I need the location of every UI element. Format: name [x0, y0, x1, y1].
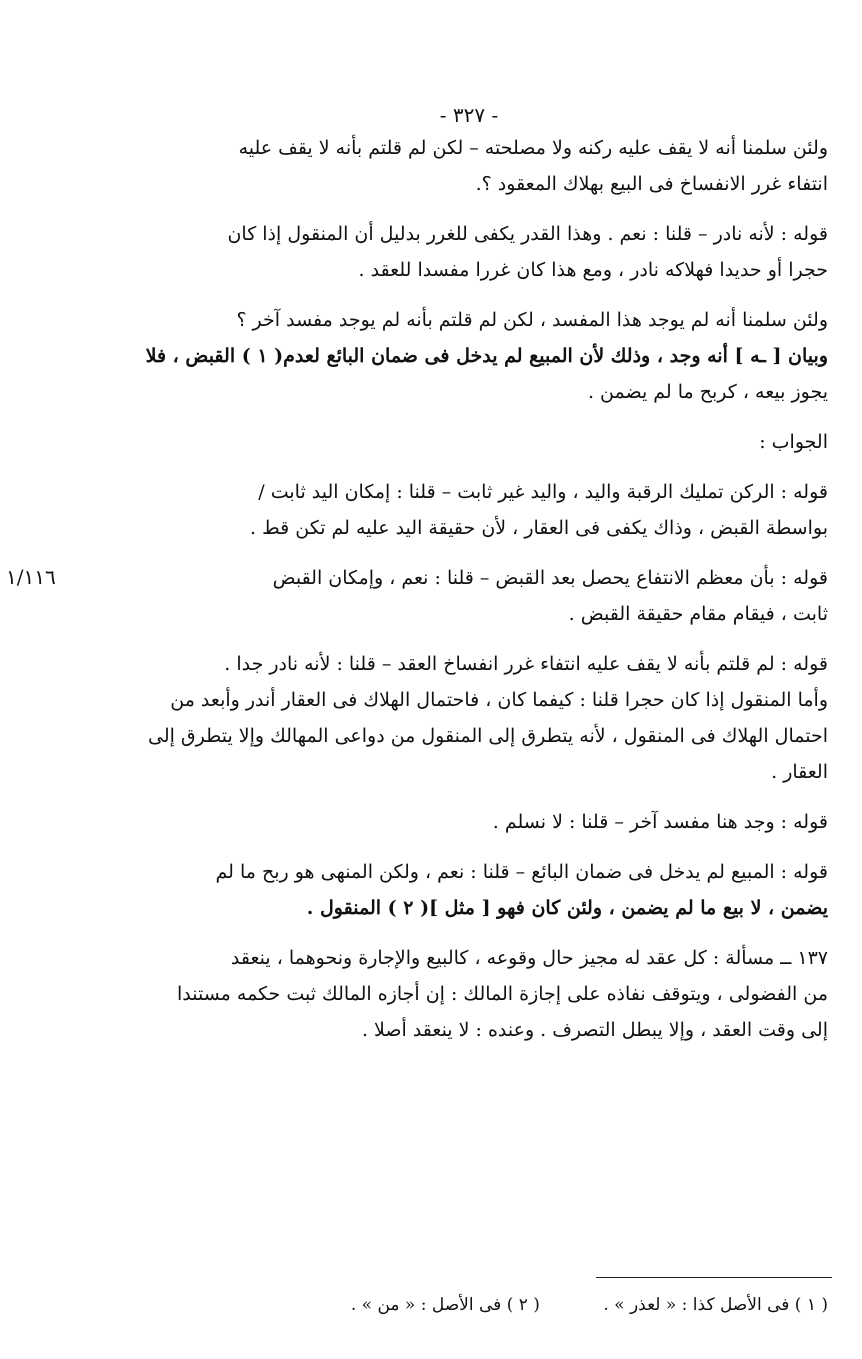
page-body — [110, 100, 828, 1062]
text-line-bold: يضمن ، لا بيع ما لم يضمن ، ولئن كان فهو [ مثل ]( ٢ ) المنقول . — [306, 897, 828, 919]
text-line: قوله : لأنه نادر – قلنا : نعم . وهذا القدر يكفى للغرر بدليل أن المنقول إذا كان — [227, 223, 828, 245]
text-line: قوله : المبيع لم يدخل فى ضمان البائع – قلنا : نعم ، ولكن المنهى هو ربح ما لم — [215, 861, 828, 883]
text-line: ولئن سلمنا أنه لا يقف عليه ركنه ولا مصلحته – لكن لم قلتم بأنه لا يقف عليه — [238, 137, 828, 159]
text-line: يجوز بيعه ، كربح ما لم يضمن . — [587, 381, 828, 403]
text-line: قوله : بأن معظم الانتفاع يحصل بعد القبض – قلنا : نعم ، وإمكان القبض — [272, 567, 828, 589]
paragraph-6 — [110, 560, 828, 632]
text-line: احتمال الهلاك فى المنقول ، لأنه يتطرق إلى المنقول من دواعى المهالك وإلا يتطرق إلى — [147, 725, 828, 747]
paragraph-1 — [110, 130, 828, 202]
text-line: ثابت ، فيقام مقام حقيقة القبض . — [568, 603, 828, 625]
text-line: قوله : لم قلتم بأنه لا يقف عليه انتفاء غرر انفساخ العقد – قلنا : لأنه نادر جدا . — [224, 653, 828, 675]
text-line: بواسطة القبض ، وذاك يكفى فى العقار ، لأن حقيقة اليد عليه لم تكن قط . — [250, 517, 828, 539]
footnote-1: ( ١ ) فى الأصل كذا : « لعذر » . — [603, 1295, 828, 1315]
text-line: انتفاء غرر الانفساخ فى البيع بهلاك المعقود ؟. — [475, 173, 828, 195]
text-line: وأما المنقول إذا كان حجرا قلنا : كيفما كان ، فاحتمال الهلاك فى العقار أندر وأبعد من — [170, 689, 828, 711]
text-line: الجواب : — [759, 431, 828, 453]
text-line: إلى وقت العقد ، وإلا يبطل التصرف . وعنده : لا ينعقد أصلا . — [361, 1019, 828, 1041]
text-line: قوله : الركن تمليك الرقبة واليد ، واليد غير ثابت – قلنا : إمكان اليد ثابت / — [258, 481, 828, 503]
footnote-divider — [596, 1277, 832, 1278]
paragraph-3 — [110, 302, 828, 410]
paragraph-7 — [110, 646, 828, 790]
text-line-bold: وبيان [ ـه ] أنه وجد ، وذلك لأن المبيع لم يدخل فى ضمان البائع لعدم( ١ ) القبض ، فلا — [145, 345, 828, 367]
footnotes — [110, 1290, 828, 1320]
text-line: ١٣٧ ــ مسألة : كل عقد له مجيز حال وقوعه ، كالبيع والإجارة ونحوهما ، ينعقد — [230, 947, 828, 969]
text-line: العقار . — [771, 761, 828, 783]
text-line: حجرا أو حديدا فهلاكه نادر ، ومع هذا كان غررا مفسدا للعقد . — [358, 259, 828, 281]
paragraph-5 — [110, 474, 828, 546]
footnote-2: ( ٢ ) فى الأصل : « من » . — [350, 1295, 540, 1315]
paragraph-2 — [110, 216, 828, 288]
paragraph-10 — [110, 940, 828, 1048]
paragraph-9 — [110, 854, 828, 926]
text-line: قوله : وجد هنا مفسد آخر – قلنا : لا نسلم . — [492, 811, 828, 833]
section-heading-answer — [110, 424, 828, 460]
margin-folio-reference: ١/١١٦ — [6, 565, 56, 589]
paragraph-8 — [110, 804, 828, 840]
text-line: ولئن سلمنا أنه لم يوجد هذا المفسد ، لكن لم قلتم بأنه لم يوجد مفسد آخر ؟ — [236, 309, 828, 331]
text-line: من الفضولى ، ويتوقف نفاذه على إجازة المالك : إن أجازه المالك ثبت حكمه مستندا — [177, 983, 828, 1005]
page-number: - ٣٢٧ - — [439, 103, 499, 127]
